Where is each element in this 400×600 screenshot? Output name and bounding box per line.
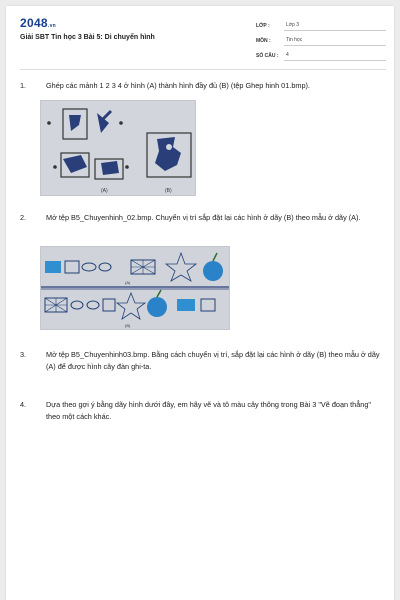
count-label: SỐ CÂU : <box>256 53 279 59</box>
figure-puzzle <box>40 100 196 196</box>
question-number: 4. <box>20 400 27 409</box>
meta-info <box>256 16 386 61</box>
question-4 <box>20 399 384 423</box>
meta-class-row <box>256 16 386 31</box>
meta-count-row <box>256 46 386 61</box>
class-value: Lớp 3 <box>284 22 386 31</box>
subject-label: MÔN : <box>256 38 271 44</box>
question-3 <box>20 349 384 373</box>
label-a: (A) <box>101 188 108 194</box>
shape-rows-image <box>41 247 229 329</box>
figure-shape-rows <box>40 246 230 330</box>
page-title: Giải SBT Tin học 3 Bài 5: Di chuyển hình <box>20 34 155 41</box>
question-text: Dựa theo gợi ý bằng dãy hình dưới đây, em hãy vẽ và tô màu cây thông trong Bài 3 "Vẽ đoạn thẳng" theo một cách khác. <box>46 400 371 421</box>
question-text: Mở tệp B5_Chuyenhinh_02.bmp. Chuyển vị trí sắp đặt lại các hình ở dãy (B) theo mẫu ở dãy (A). <box>46 213 361 222</box>
label-b: (B) <box>125 323 131 328</box>
class-label: LỚP : <box>256 23 270 29</box>
question-number: 3. <box>20 350 27 359</box>
site-logo[interactable] <box>20 16 56 30</box>
question-number: 1. <box>20 81 27 90</box>
puzzle-image <box>41 101 195 195</box>
header-divider <box>20 69 386 70</box>
meta-subject-row <box>256 31 386 46</box>
question-2 <box>20 212 384 224</box>
label-b: (B) <box>165 188 172 194</box>
question-number: 2. <box>20 213 27 222</box>
label-a: (A) <box>125 280 131 285</box>
logo-suffix: .vn <box>47 23 57 29</box>
question-text: Ghép các mảnh 1 2 3 4 ở hình (A) thành hình đầy đủ (B) (tệp Ghep hinh 01.bmp). <box>46 81 310 90</box>
question-1 <box>20 80 384 92</box>
subject-value: Tin học <box>284 37 386 46</box>
count-value: 4 <box>284 52 386 61</box>
logo-main: 2048 <box>20 16 48 30</box>
question-text: Mở tệp B5_Chuyenhinh03.bmp. Bằng cách chuyển vị trí, sắp đặt lại các hình ở dãy (B) theo mẫu ở dãy (A) để được hình cây đàn ghi-ta. <box>46 350 380 371</box>
document-page <box>6 6 394 600</box>
